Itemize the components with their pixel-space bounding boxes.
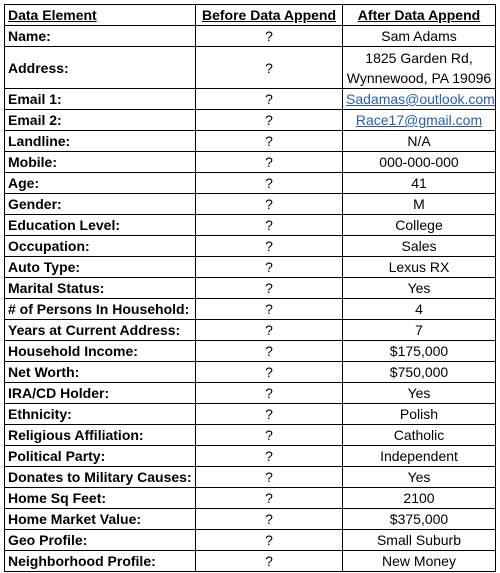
data-append-sheet bbox=[4, 4, 496, 572]
before-value: ? bbox=[196, 152, 343, 173]
table-row bbox=[5, 89, 496, 110]
after-value: New Money bbox=[343, 551, 496, 572]
before-value: ? bbox=[196, 425, 343, 446]
after-value: $375,000 bbox=[343, 509, 496, 530]
header-data-element: Data Element bbox=[5, 5, 196, 26]
row-label: Net Worth: bbox=[5, 362, 196, 383]
before-value: ? bbox=[196, 362, 343, 383]
table-row bbox=[5, 488, 496, 509]
table-row bbox=[5, 47, 496, 89]
after-value bbox=[343, 110, 496, 131]
after-value: Polish bbox=[343, 404, 496, 425]
table-row bbox=[5, 425, 496, 446]
data-append-table bbox=[4, 4, 496, 572]
table-row bbox=[5, 257, 496, 278]
after-value: 41 bbox=[343, 173, 496, 194]
row-label: Occupation: bbox=[5, 236, 196, 257]
before-value: ? bbox=[196, 551, 343, 572]
after-value: N/A bbox=[343, 131, 496, 152]
table-row bbox=[5, 215, 496, 236]
row-label: Geo Profile: bbox=[5, 530, 196, 551]
row-label: Donates to Military Causes: bbox=[5, 467, 196, 488]
header-before-append: Before Data Append bbox=[196, 5, 343, 26]
row-label: # of Persons In Household: bbox=[5, 299, 196, 320]
after-value bbox=[343, 89, 496, 110]
before-value: ? bbox=[196, 341, 343, 362]
before-value: ? bbox=[196, 194, 343, 215]
row-label: Home Sq Feet: bbox=[5, 488, 196, 509]
after-value: $175,000 bbox=[343, 341, 496, 362]
before-value: ? bbox=[196, 89, 343, 110]
row-label: Auto Type: bbox=[5, 257, 196, 278]
after-value: Yes bbox=[343, 278, 496, 299]
email-2-link[interactable]: Race17@gmail.com bbox=[355, 112, 483, 128]
before-value: ? bbox=[196, 299, 343, 320]
row-label: Landline: bbox=[5, 131, 196, 152]
before-value: ? bbox=[196, 404, 343, 425]
row-label: Name: bbox=[5, 26, 196, 47]
before-value: ? bbox=[196, 530, 343, 551]
row-label: Marital Status: bbox=[5, 278, 196, 299]
row-label: Religious Affiliation: bbox=[5, 425, 196, 446]
row-label: Household Income: bbox=[5, 341, 196, 362]
row-label: Email 1: bbox=[5, 89, 196, 110]
before-value: ? bbox=[196, 26, 343, 47]
after-value-address bbox=[343, 47, 496, 89]
row-label: Neighborhood Profile: bbox=[5, 551, 196, 572]
table-row bbox=[5, 551, 496, 572]
table-row bbox=[5, 299, 496, 320]
before-value: ? bbox=[196, 488, 343, 509]
before-value: ? bbox=[196, 509, 343, 530]
row-label: Gender: bbox=[5, 194, 196, 215]
header-row bbox=[5, 5, 496, 26]
before-value: ? bbox=[196, 173, 343, 194]
after-value: Independent bbox=[343, 446, 496, 467]
after-value: Lexus RX bbox=[343, 257, 496, 278]
before-value: ? bbox=[196, 257, 343, 278]
table-row bbox=[5, 404, 496, 425]
email-1-link[interactable]: Sadamas@outlook.com bbox=[346, 91, 495, 107]
before-value: ? bbox=[196, 47, 343, 89]
before-value: ? bbox=[196, 467, 343, 488]
after-value: 7 bbox=[343, 320, 496, 341]
after-value: 000-000-000 bbox=[343, 152, 496, 173]
before-value: ? bbox=[196, 236, 343, 257]
header-after-append: After Data Append bbox=[343, 5, 496, 26]
table-row bbox=[5, 173, 496, 194]
row-label: IRA/CD Holder: bbox=[5, 383, 196, 404]
after-value: College bbox=[343, 215, 496, 236]
after-value: Sales bbox=[343, 236, 496, 257]
row-label: Political Party: bbox=[5, 446, 196, 467]
table-row bbox=[5, 362, 496, 383]
after-value: $750,000 bbox=[343, 362, 496, 383]
before-value: ? bbox=[196, 320, 343, 341]
table-row bbox=[5, 341, 496, 362]
after-value: Yes bbox=[343, 383, 496, 404]
before-value: ? bbox=[196, 131, 343, 152]
table-row bbox=[5, 194, 496, 215]
table-row bbox=[5, 467, 496, 488]
before-value: ? bbox=[196, 110, 343, 131]
before-value: ? bbox=[196, 383, 343, 404]
after-value: M bbox=[343, 194, 496, 215]
row-label: Years at Current Address: bbox=[5, 320, 196, 341]
after-value: Yes bbox=[343, 467, 496, 488]
before-value: ? bbox=[196, 446, 343, 467]
table-row bbox=[5, 530, 496, 551]
before-value: ? bbox=[196, 278, 343, 299]
after-value: 4 bbox=[343, 299, 496, 320]
table-row bbox=[5, 509, 496, 530]
table-row bbox=[5, 383, 496, 404]
table-row bbox=[5, 152, 496, 173]
row-label: Mobile: bbox=[5, 152, 196, 173]
row-label: Age: bbox=[5, 173, 196, 194]
address-line-2: Wynnewood, PA 19096 bbox=[346, 69, 492, 86]
table-row bbox=[5, 110, 496, 131]
row-label: Ethnicity: bbox=[5, 404, 196, 425]
row-label: Email 2: bbox=[5, 110, 196, 131]
table-row bbox=[5, 320, 496, 341]
table-row bbox=[5, 446, 496, 467]
table-row bbox=[5, 278, 496, 299]
row-label: Education Level: bbox=[5, 215, 196, 236]
table-row bbox=[5, 236, 496, 257]
after-value: Small Suburb bbox=[343, 530, 496, 551]
after-value: Catholic bbox=[343, 425, 496, 446]
row-label: Home Market Value: bbox=[5, 509, 196, 530]
before-value: ? bbox=[196, 215, 343, 236]
row-label: Address: bbox=[5, 47, 196, 89]
table-row bbox=[5, 131, 496, 152]
after-value: Sam Adams bbox=[343, 26, 496, 47]
after-value: 2100 bbox=[343, 488, 496, 509]
address-line-1: 1825 Garden Rd, bbox=[365, 49, 473, 66]
table-row bbox=[5, 26, 496, 47]
